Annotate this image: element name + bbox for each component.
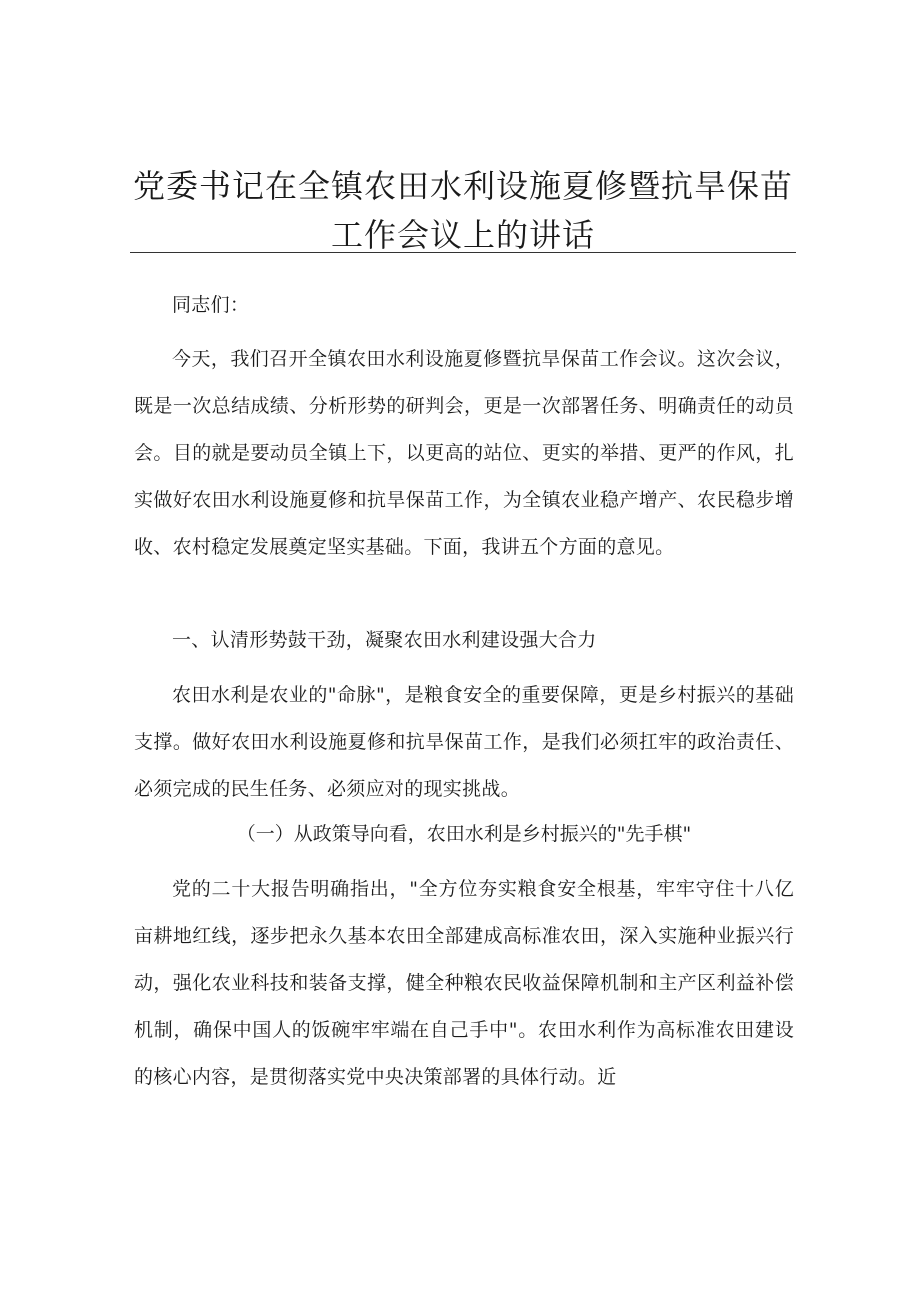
salutation: 同志们： (172, 294, 250, 316)
subsection-1-paragraph: 党的二十大报告明确指出，"全方位夯实粮食安全根基，牢牢守住十八亿亩耕地红线，逐步把永久基本农田全部建成高标准农田，深入实施种业振兴行动，强化农业科技和装备支撑，健全种粮农民收益保障机制和主产区利益补偿机制，确保中国人的饭碗牢牢端在自己手中"。农田水利作为高标准农田建设的核心内容，是贯彻落实党中央决策部署的具体行动。近 (134, 878, 794, 1088)
document-title-line-1: 党委书记在全镇农田水利设施夏修暨抗旱保苗 (132, 167, 793, 205)
section-heading-1: 一、认清形势鼓干劲，凝聚农田水利建设强大合力 (172, 629, 597, 651)
subsection-heading-1: （一）从政策导向看，农田水利是乡村振兴的"先手棋" (236, 823, 692, 845)
title-divider (130, 252, 796, 253)
section-1-paragraph: 农田水利是农业的"命脉"，是粮食安全的重要保障，更是乡村振兴的基础支撑。做好农田水利设施夏修和抗旱保苗工作，是我们必须扛牢的政治责任、必须完成的民生任务、必须应对的现实挑战。 (134, 684, 794, 800)
document-title-line-2: 工作会议上的讲话 (330, 216, 595, 254)
intro-paragraph: 今天，我们召开全镇农田水利设施夏修暨抗旱保苗工作会议。这次会议，既是一次总结成绩、分析形势的研判会，更是一次部署任务、明确责任的动员会。目的就是要动员全镇上下，以更高的站位、更实的举措、更严的作风，扎实做好农田水利设施夏修和抗旱保苗工作，为全镇农业稳产增产、农民稳步增收、农村稳定发展奠定坚实基础。下面，我讲五个方面的意见。 (134, 348, 794, 558)
